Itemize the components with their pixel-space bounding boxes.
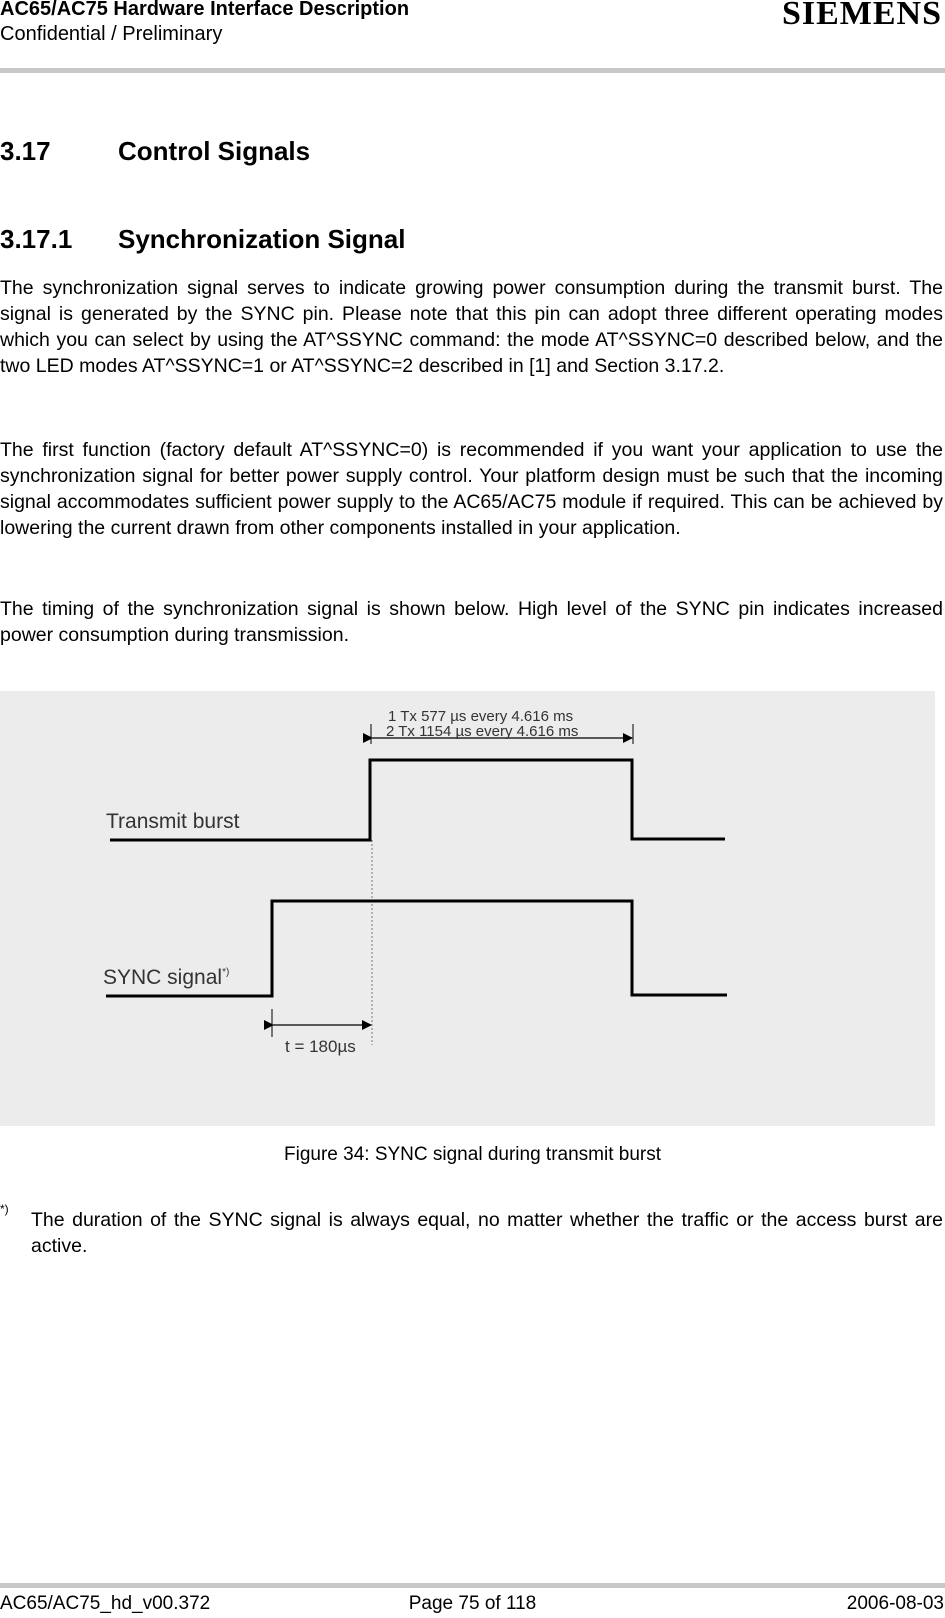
subsection-heading: [0, 224, 405, 254]
page-header: [0, 0, 945, 74]
siemens-logo: SIEMENS: [781, 0, 942, 32]
section-number: 3.17: [0, 136, 51, 166]
footer-doc-id: AC65/AC75_hd_v00.372: [0, 1593, 211, 1614]
section-heading: [0, 136, 310, 166]
footer-page-number: Page 75 of 118: [408, 1593, 537, 1614]
transmit-burst-label: Transmit burst: [106, 810, 240, 833]
section-title: Control Signals: [118, 136, 311, 166]
paragraph-1: The synchronization signal serves to indicate growing power consumption during the transmit burst. The signal is generated by the SYNC pin. Please note that this pin can adopt three different operating modes which you can select by using the AT^SSYNC command: the mode AT^SSYNC=0 described below, and the two LED modes AT^SSYNC=1 or AT^SSYNC=2 described in [1] and Section 3.17.2.: [0, 277, 943, 377]
footer-date: 2006-08-03: [846, 1593, 944, 1614]
document-status: Confidential / Preliminary: [0, 23, 223, 45]
paragraph-2: The first function (factory default AT^SSYNC=0) is recommended if you want your application to use the synchronization signal for better power supply control. Your platform design must be such that the incoming signal accommodates sufficient power supply to the AC65/AC75 module if required. This can be achieved by lowering the current drawn from other components installed in your application.: [0, 439, 943, 539]
footer-divider: [0, 1583, 945, 1588]
footnote-text: The duration of the SYNC signal is always equal, no matter whether the traffic or the access burst are active.: [31, 1209, 943, 1257]
timing-diagram-svg: [0, 691, 935, 1126]
sync-signal-label: SYNC signal*): [103, 966, 230, 989]
page-footer: [0, 1592, 945, 1616]
burst-label-1: 1 Tx 577 µs every 4.616 ms: [388, 708, 574, 725]
footnote-mark: *): [0, 1202, 9, 1216]
timing-diagram: [0, 691, 935, 1126]
figure-caption: Figure 34: SYNC signal during transmit burst: [284, 1144, 661, 1165]
burst-label-2: 2 Tx 1154 µs every 4.616 ms: [386, 723, 579, 740]
header-divider: [0, 68, 945, 73]
delay-label: t = 180µs: [285, 1037, 356, 1056]
sync-signal-footnote-mark: *): [222, 967, 230, 978]
subsection-title: Synchronization Signal: [118, 224, 406, 254]
paragraph-3: The timing of the synchronization signal is shown below. High level of the SYNC pin indicates increased power consumption during transmission.: [0, 598, 943, 646]
document-title: AC65/AC75 Hardware Interface Description: [0, 0, 410, 20]
subsection-number: 3.17.1: [0, 224, 73, 254]
